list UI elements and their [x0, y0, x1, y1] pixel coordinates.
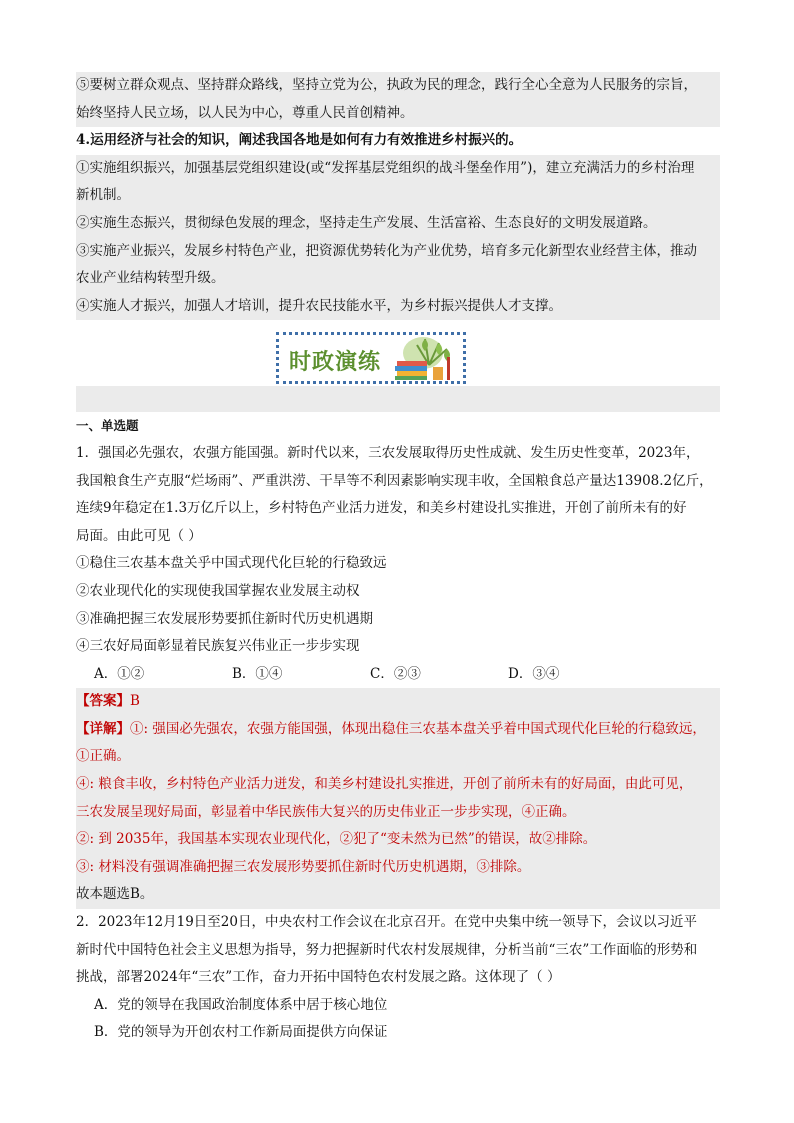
q4-answer-1-line1: ①实施组织振兴，加强基层党组织建设(或“发挥基层党组织的战斗堡垒作用”)，建立充满活力的乡村治理	[76, 155, 720, 183]
q1-detail-1-line1	[76, 716, 720, 744]
q1-stem-line4: 局面。由此可见（ ）	[76, 527, 202, 544]
section-badge-wrap	[76, 330, 720, 386]
q1-detail-4-line1: ④: 粮食丰收，乡村特色产业活力迸发，和美乡村建设扎实推进，开创了前所未有的好局面，由此可见，	[76, 771, 720, 799]
q1-option-c[interactable]: C．②③	[370, 665, 421, 682]
q4-answer-3-line2: 农业产业结构转型升级。	[76, 265, 720, 293]
q1-option-b[interactable]: B．①④	[232, 665, 283, 682]
q1-stem-line1: 1．强国必先强农，农强方能国强。新时代以来，三农发展取得历史性成就、发生历史性变革，2023年，	[76, 444, 700, 461]
badge-spacer-bar	[76, 386, 720, 412]
q2-option-a[interactable]: A．党的领导在我国政治制度体系中居于核心地位	[94, 996, 388, 1013]
q4-answer-3-line1: ③实施产业振兴，发展乡村特色产业，把资源优势转化为产业优势，培育多元化新型农业经营主体，推动	[76, 238, 720, 266]
prev-answer-5-line1: ⑤要树立群众观点、坚持群众路线，坚持立党为公，执政为民的理念，践行全心全意为人民服务的宗旨，	[76, 72, 720, 100]
section-badge	[276, 332, 466, 384]
books-plant-icon	[389, 335, 459, 381]
prev-answer-5-line2: 始终坚持人民立场，以人民为中心，尊重人民首创精神。	[76, 100, 720, 128]
q4-answer-2: ②实施生态振兴，贯彻绿色发展的理念，坚持走生产发展、生活富裕、生态良好的文明发展道路。	[76, 210, 720, 238]
q1-stem-line2: 我国粮食生产克服“烂场雨”、严重洪涝、干旱等不利因素影响实现丰收，全国粮食总产量达13908.2亿斤，	[76, 472, 713, 489]
q1-detail-3: ③: 材料没有强调准确把握三农发展形势要抓住新时代历史机遇期，③排除。	[76, 854, 720, 882]
q1-statement-1: ①稳住三农基本盘关乎中国式现代化巨轮的行稳致远	[76, 555, 387, 572]
q1-conclusion: 故本题选B。	[76, 881, 720, 909]
q1-statement-3: ③准确把握三农发展形势要抓住新时代历史机遇期	[76, 610, 373, 627]
q1-statement-2: ②农业现代化的实现使我国掌握农业发展主动权	[76, 582, 360, 599]
q1-answer	[76, 688, 720, 716]
q4-answer-1-line2: 新机制。	[76, 182, 720, 210]
q1-option-d[interactable]: D．③④	[508, 665, 560, 682]
q1-detail-1-line2: ①正确。	[76, 743, 720, 771]
q4-answer-4: ④实施人才振兴，加强人才培训，提升农民技能水平，为乡村振兴提供人才支撑。	[76, 293, 720, 321]
answer-label: 【答案】	[76, 693, 130, 710]
q1-options	[76, 661, 720, 689]
document-page	[76, 72, 720, 1047]
answer-value: B	[130, 693, 140, 710]
q2-stem-line2: 新时代中国特色社会主义思想为指导，努力把握新时代农村发展规律，分析当前“三农”工作面临的形势和	[76, 941, 698, 958]
q1-statement-4: ④三农好局面彰显着民族复兴伟业正一步步实现	[76, 638, 360, 655]
q1-detail-4-line2: 三农发展呈现好局面，彰显着中华民族伟大复兴的历史伟业正一步步实现，④正确。	[76, 799, 720, 827]
q1-stem-line3: 连续9年稳定在1.3万亿斤以上，乡村特色产业活力迸发，和美乡村建设扎实推进，开创了前所未有的好	[76, 500, 687, 517]
detail-1-text: ①: 强国必先强农，农强方能国强，体现出稳住三农基本盘关乎着中国式现代化巨轮的行稳致远，	[130, 720, 706, 737]
q2-stem-line1: 2．2023年12月19日至20日，中央农村工作会议在北京召开。在党中央集中统一领导下，会议以习近平	[76, 914, 697, 931]
q1-detail-2: ②: 到 2035年，我国基本实现农业现代化，②犯了“变未然为已然”的错误，故②排除。	[76, 826, 720, 854]
section-title: 一、单选题	[76, 418, 139, 434]
detail-label: 【详解】	[76, 720, 130, 737]
q2-stem-line3: 挑战，部署2024年“三农”工作，奋力开拓中国特色农村发展之路。这体现了（ ）	[76, 969, 561, 986]
q2-option-b[interactable]: B．党的领导为开创农村工作新局面提供方向保证	[94, 1024, 388, 1041]
question-4-title: 4.运用经济与社会的知识，阐述我国各地是如何有力有效推进乡村振兴的。	[76, 132, 523, 149]
section-badge-text: 时政演练	[289, 350, 382, 376]
q1-option-a[interactable]: A．①②	[94, 665, 145, 682]
